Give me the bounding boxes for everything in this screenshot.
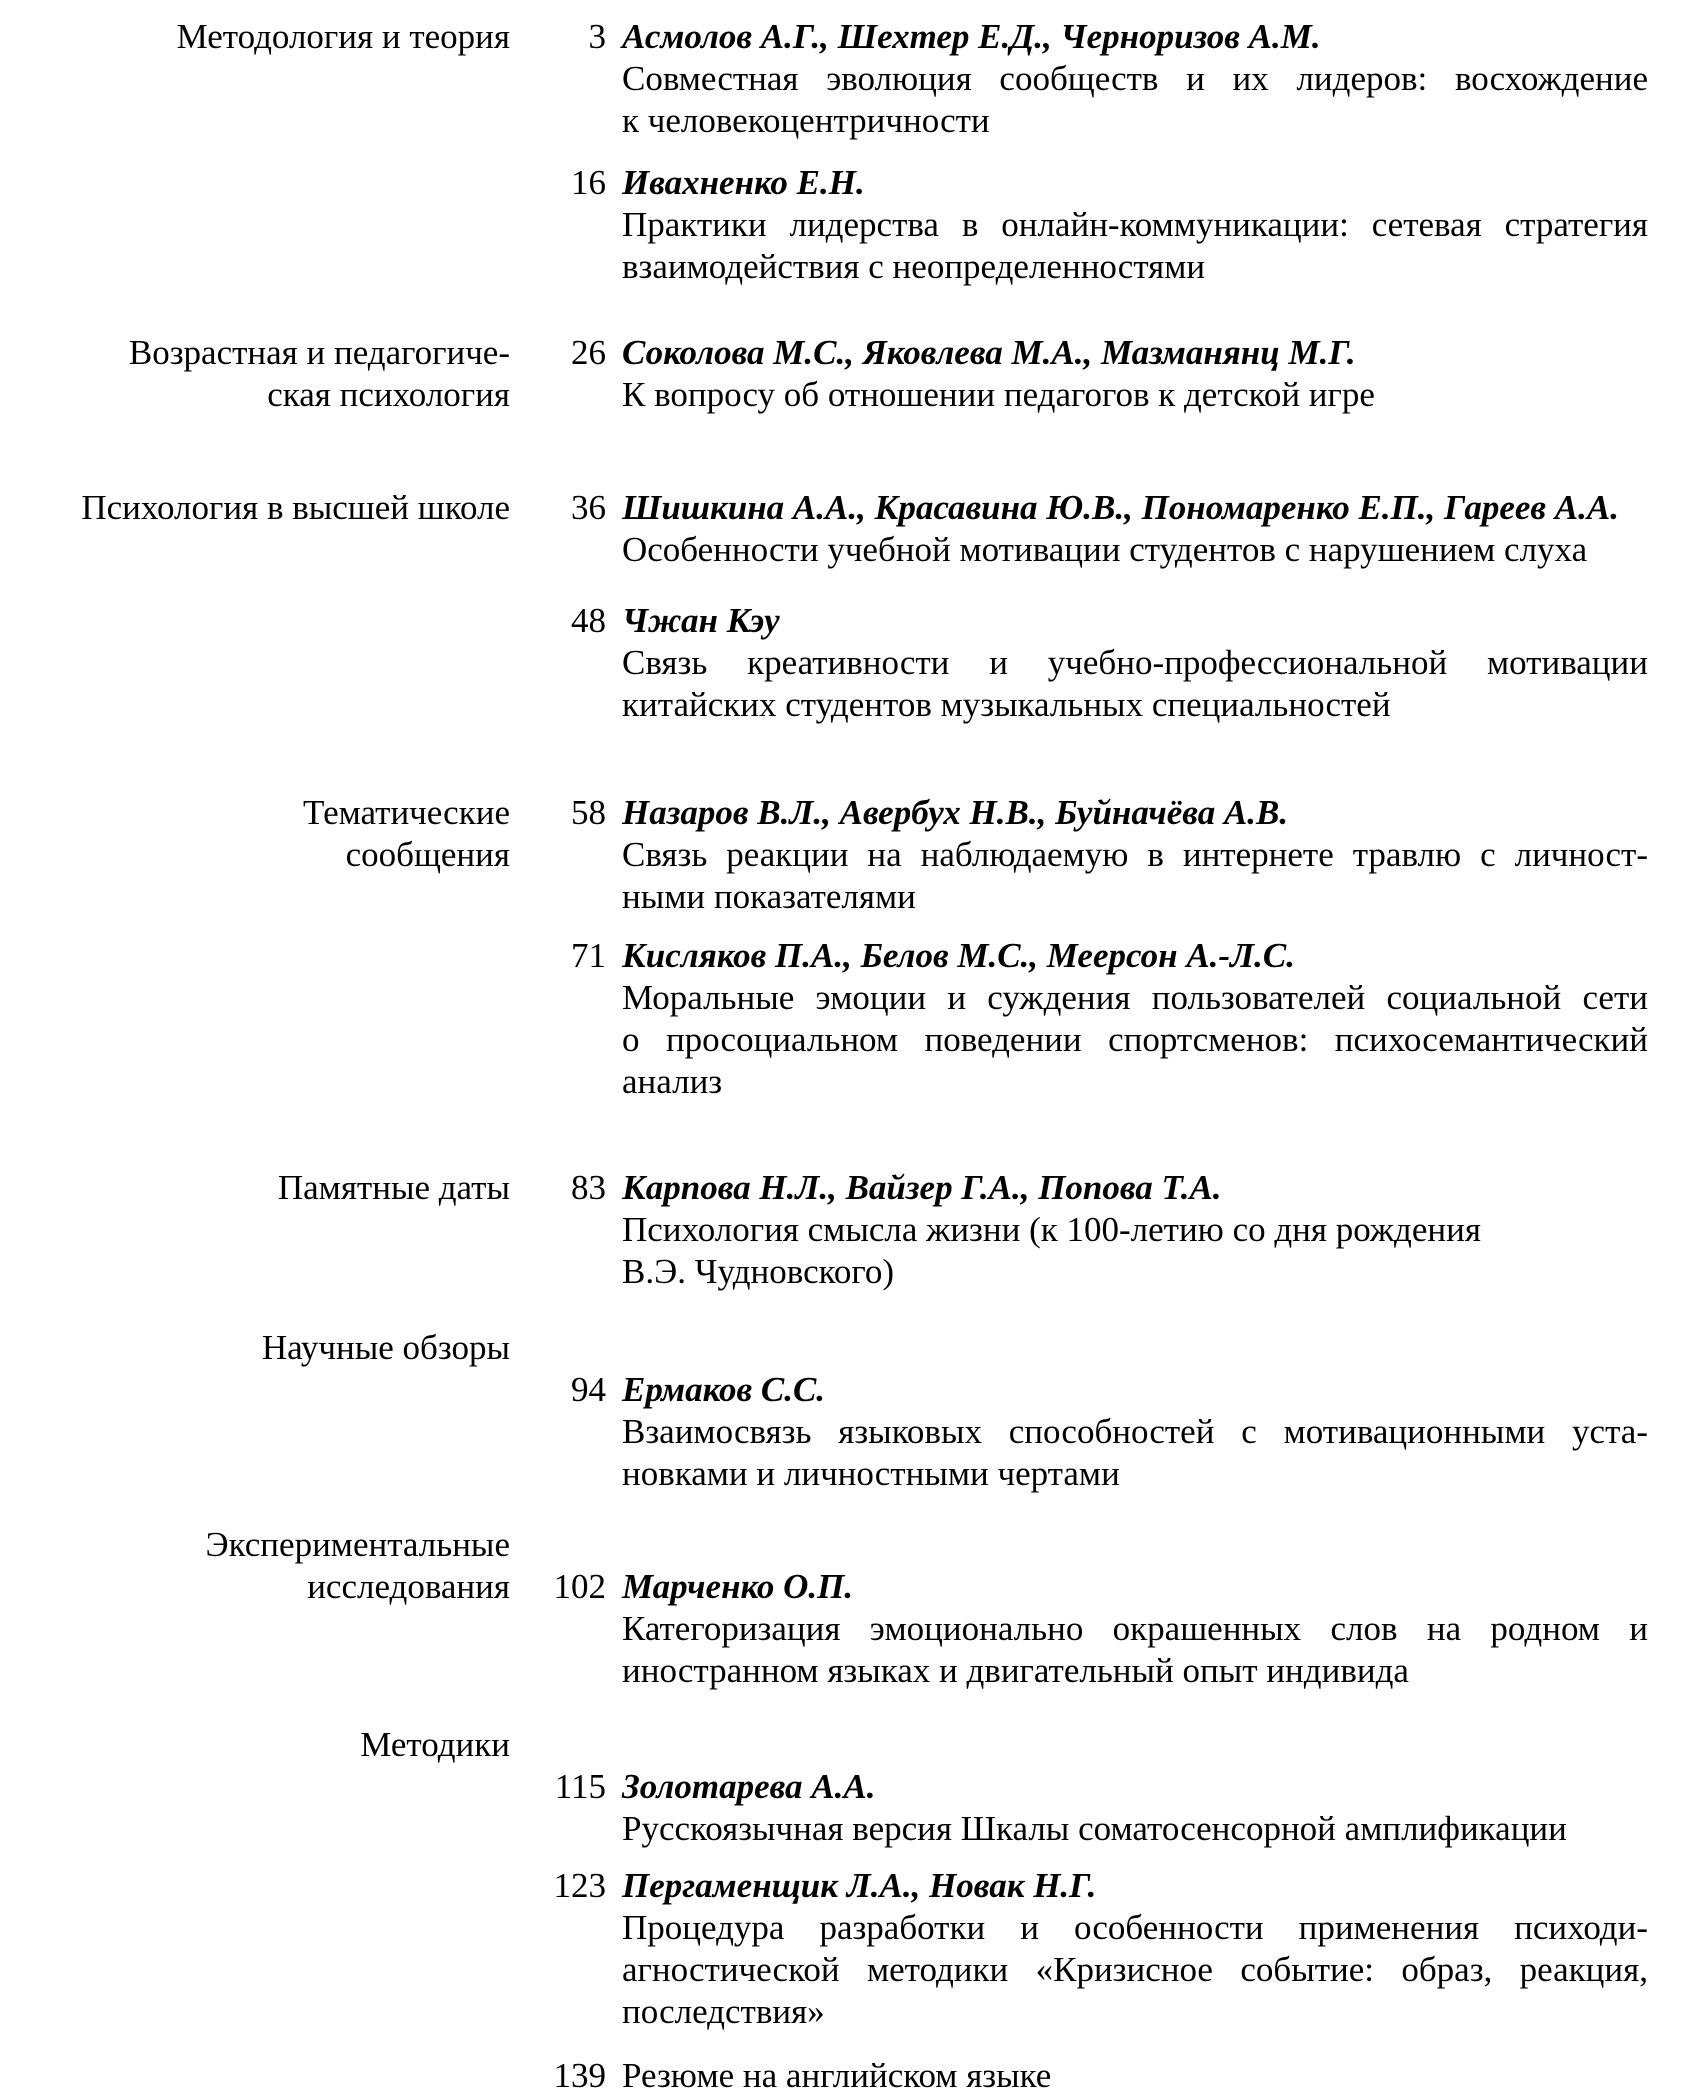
page-number: 16 <box>571 163 606 202</box>
entry-body <box>622 1167 1648 1293</box>
entry-authors: Марченко О.П. <box>622 1567 854 1606</box>
entry-body <box>622 162 1648 288</box>
toc-row <box>0 1865 1700 2033</box>
toc-row-methods-heading <box>0 1724 1700 1766</box>
entry-authors: Соколова М.С., Яковлева М.А., Мазманянц М.Г. <box>622 333 1356 372</box>
toc-row <box>0 600 1700 726</box>
entry-title: К вопросу об отношении педагогов к детской игре <box>622 375 1375 414</box>
entry-authors: Чжан Кэу <box>622 601 780 640</box>
entry-authors: Ивахненко Е.Н. <box>622 163 865 202</box>
toc-row-higher-school <box>0 487 1700 571</box>
entry-authors: Асмолов А.Г., Шехтер Е.Д., Черноризов А.М. <box>622 17 1321 56</box>
toc-row-methodology <box>0 16 1700 142</box>
entry-title: Связь реакции на наблюдаемую в интернете травлю с личност- ными показателями <box>622 835 1648 916</box>
entry-title: Моральные эмоции и суждения пользователей социальной сети о просоциальном поведении спортсменов: психосемантический анализ <box>622 978 1648 1101</box>
toc-row-memorable-dates <box>0 1167 1700 1293</box>
entry-authors: Карпова Н.Л., Вайзер Г.А., Попова Т.А. <box>622 1168 1222 1207</box>
section-heading-reviews: Научные обзоры <box>261 1328 510 1367</box>
page-number: 26 <box>571 333 606 372</box>
toc-row-english-summary <box>0 2055 1700 2097</box>
entry-body <box>622 332 1648 416</box>
entry-authors: Кисляков П.А., Белов М.С., Меерсон А.-Л.С. <box>622 936 1295 975</box>
section-heading-higher-school: Психология в высшей школе <box>81 488 510 527</box>
entry-authors: Пергаменщик Л.А., Новак Н.Г. <box>622 1866 1097 1905</box>
page-number: 139 <box>553 2056 606 2095</box>
entry-title: Практики лидерства в онлайн-коммуникации: сетевая стратегия взаимодействия с неопределенностями <box>622 205 1648 286</box>
entry-authors: Золотарева А.А. <box>622 1767 876 1806</box>
page-number: 94 <box>571 1370 606 1409</box>
page-number: 3 <box>588 17 606 56</box>
entry-body <box>622 2055 1648 2097</box>
entry-body <box>622 1524 1648 1692</box>
section-heading-methodology: Методология и теория <box>176 17 510 56</box>
section-heading-developmental: Возрастная и педагогиче- ская психология <box>128 333 510 414</box>
entry-body <box>622 487 1648 571</box>
section-heading-methods: Методики <box>360 1725 510 1764</box>
entry-body <box>622 792 1648 918</box>
summary-label: Резюме на английском языке <box>622 2056 1052 2095</box>
entry-title: Русскоязычная версия Шкалы соматосенсорной амплификации <box>622 1809 1567 1848</box>
page-number: 115 <box>554 1767 606 1806</box>
toc-row-reviews-heading <box>0 1327 1700 1369</box>
entry-body <box>622 16 1648 142</box>
toc-row <box>0 1369 1700 1495</box>
page-number: 71 <box>571 936 606 975</box>
section-heading-experimental: Экспериментальные исследования <box>205 1525 510 1606</box>
entry-authors: Ермаков С.С. <box>622 1370 826 1409</box>
entry-title: Психология смысла жизни (к 100-летию со дня рождения В.Э. Чудновского) <box>622 1210 1481 1291</box>
entry-body <box>622 600 1648 726</box>
toc-row-developmental <box>0 332 1700 416</box>
entry-title: Взаимосвязь языковых способностей с мотивационными уста- новками и личностными чертами <box>622 1412 1648 1493</box>
entry-body <box>622 1865 1648 2033</box>
entry-body <box>622 1369 1648 1495</box>
page-number: 58 <box>571 793 606 832</box>
page-number: 48 <box>571 601 606 640</box>
toc-row <box>0 935 1700 1103</box>
entry-title: Особенности учебной мотивации студентов с нарушением слуха <box>622 530 1588 569</box>
section-heading-memorable-dates: Памятные даты <box>277 1168 510 1207</box>
page-number: 123 <box>553 1866 606 1905</box>
page-number: 83 <box>571 1168 606 1207</box>
entry-title: Связь креативности и учебно-профессиональной мотивации китайских студентов музыкальных специальностей <box>622 643 1648 724</box>
entry-body <box>622 935 1648 1103</box>
toc-row-thematic <box>0 792 1700 918</box>
entry-title: Категоризация эмоционально окрашенных слов на родном и иностранном языках и двигательный опыт индивида <box>622 1609 1648 1690</box>
entry-authors: Назаров В.Л., Авербух Н.В., Буйначёва А.В. <box>622 793 1289 832</box>
page-number: 36 <box>571 488 606 527</box>
entry-title: Совместная эволюция сообществ и их лидеров: восхождение к человекоцентричности <box>622 59 1648 140</box>
entry-authors: Шишкина А.А., Красавина Ю.В., Пономаренко Е.П., Гареев А.А. <box>622 488 1619 527</box>
entry-title: Процедура разработки и особенности применения психоди- агностической методики «Кризисное событие: образ, реакция, последствия» <box>622 1908 1648 2031</box>
page-number: 102 <box>553 1567 606 1606</box>
section-heading-thematic: Тематические сообщения <box>303 793 510 874</box>
toc-row-experimental <box>0 1524 1700 1692</box>
entry-body <box>622 1766 1648 1850</box>
toc-row <box>0 162 1700 288</box>
toc-row <box>0 1766 1700 1850</box>
